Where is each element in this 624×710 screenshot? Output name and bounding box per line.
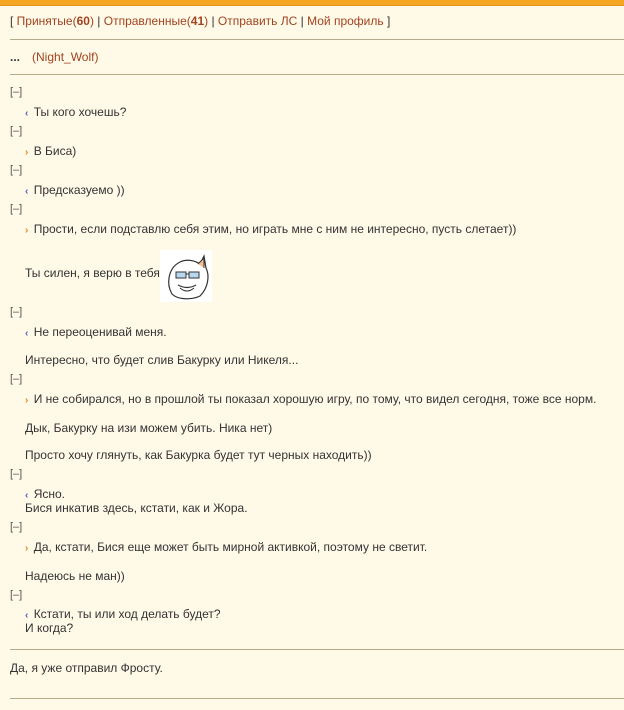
message-text: Интересно, что будет слив Бакурку или Никеля... [25, 353, 299, 367]
message-text: Просто хочу глянуть, как Бакурка будет тут черных находить)) [25, 448, 372, 462]
collapse-toggle[interactable]: [–] [10, 164, 23, 176]
nav-sent-count: 41 [190, 14, 205, 28]
thread-header [10, 50, 98, 64]
message-line [25, 487, 65, 501]
message-text: Прости, если подставлю себя этим, но играть мне с ним не интересно, пусть слетает)) [33, 222, 517, 236]
outgoing-arrow-icon: › [25, 147, 29, 158]
message-text: Предсказуемо )) [33, 183, 125, 197]
nav-sent-label: Отправленные [103, 14, 187, 28]
nav-received-link[interactable]: Принятые(60) [16, 14, 94, 28]
message-text: И не собирался, но в прошлой ты показал хорошую игру, по тому, что видел сегодня, тоже все норм. [33, 392, 597, 406]
divider [10, 74, 624, 75]
troll-face-icon [160, 250, 212, 302]
incoming-arrow-icon: ‹ [25, 186, 29, 197]
nav-profile-link[interactable]: Мой профиль [307, 14, 384, 28]
message-text: Кстати, ты или ход делать будет? [33, 607, 221, 621]
nav-close-bracket: ] [383, 14, 391, 28]
message-line [25, 105, 126, 119]
collapse-toggle[interactable]: [–] [10, 589, 23, 601]
message-text: И когда? [25, 621, 74, 635]
divider [10, 698, 624, 699]
message-line [25, 144, 76, 158]
incoming-arrow-icon: ‹ [25, 328, 29, 339]
nav-separator: | [297, 14, 308, 28]
reply-text: Да, я уже отправил Фросту. [10, 661, 163, 675]
nav-separator: | [93, 14, 104, 28]
troll-face-avatar [160, 250, 212, 302]
message-line [25, 183, 125, 197]
message-line [25, 392, 596, 406]
message-text: Дык, Бакурку на изи можем убить. Ника нет) [25, 421, 273, 435]
message-text: Не переоценивай меня. [33, 325, 167, 339]
thread-dots: ... [10, 50, 21, 64]
message-text: Ясно. [33, 487, 65, 501]
nav-sent-link[interactable]: Отправленные(41) [103, 14, 209, 28]
nav-send-pm-link[interactable]: Отправить ЛС [217, 14, 298, 28]
collapse-toggle[interactable]: [–] [10, 125, 23, 137]
outgoing-arrow-icon: › [25, 543, 29, 554]
message-text: В Биса) [33, 144, 77, 158]
message-line [25, 325, 167, 339]
nav-received-label: Принятые [16, 14, 73, 28]
message-text: Бися инкатив здесь, кстати, как и Жора. [25, 501, 248, 515]
message-text: Ты силен, я верю в тебя [25, 266, 160, 280]
message-text: Да, кстати, Бися еще может быть мирной активкой, поэтому не светит. [33, 540, 428, 554]
top-accent-bar [0, 0, 624, 6]
collapse-toggle[interactable]: [–] [10, 468, 23, 480]
message-line [25, 222, 516, 236]
incoming-arrow-icon: ‹ [25, 490, 29, 501]
collapse-toggle[interactable]: [–] [10, 86, 23, 98]
pm-navigation [10, 14, 390, 28]
message-line [25, 607, 221, 621]
message-text: Надеюсь не ман)) [25, 569, 125, 583]
message-text: Ты кого хочешь? [33, 105, 127, 119]
divider [10, 39, 624, 40]
collapse-toggle[interactable]: [–] [10, 203, 23, 215]
thread-author-link[interactable]: (Night_Wolf) [32, 50, 99, 64]
incoming-arrow-icon: ‹ [25, 610, 29, 621]
divider [10, 649, 624, 650]
outgoing-arrow-icon: › [25, 225, 29, 236]
incoming-arrow-icon: ‹ [25, 108, 29, 119]
collapse-toggle[interactable]: [–] [10, 306, 23, 318]
collapse-toggle[interactable]: [–] [10, 521, 23, 533]
message-line [25, 540, 427, 554]
outgoing-arrow-icon: › [25, 395, 29, 406]
nav-separator: | [208, 14, 218, 28]
nav-received-count: 60 [76, 14, 90, 28]
collapse-toggle[interactable]: [–] [10, 373, 23, 385]
nav-open-bracket: [ [10, 14, 17, 28]
